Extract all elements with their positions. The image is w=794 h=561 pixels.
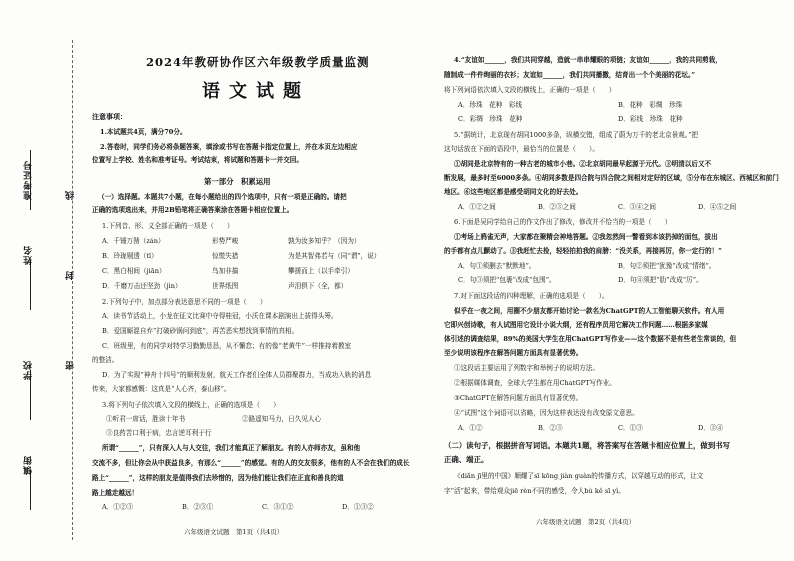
- q2-c1: C．班级里，有的同学对特学习勤勤恳恳，从不懈怠；有的像“老黄牛”一样推持着教室: [102, 342, 352, 350]
- q6-p2: ①考场上鸦雀无声，大家都在聚精会神地答题。②我忽然间一瞥看到本该扔掉的面包，拔出: [454, 233, 718, 241]
- name-line: [30, 260, 31, 310]
- q6-p1: 6.下面是吴同学给自己的作文作出了修改，修改并不恰当的一项是（ ）: [454, 218, 672, 226]
- section1-instruction-a: （一）选择题。本题共7小题，在每小题给出的四个选项中，只有一项是正确的。请把: [98, 193, 347, 201]
- notes-heading: 注意事项：: [92, 112, 127, 121]
- part1-title: 第一部分 积累运用: [204, 177, 271, 186]
- section2-p1: 《diǎn jī里的中国》顺耀了sī kōng jiàn guàn的传播方式，以穿越互动的形式，让文: [454, 472, 704, 480]
- q7-s3: ③ChatGPT在解答问题方面具有显著优势。: [454, 394, 583, 402]
- q7-p3: 它即兴创诗歌，有人试图用它设计小说大纲，还有程序员用它解决工作问题……根据多家媒: [444, 321, 708, 329]
- seal-char: 封: [66, 270, 76, 280]
- footer-left: 六年级语文试题 第1页（共4页）: [184, 528, 284, 536]
- q6-option-a: A．句①须删去“默默地”。: [458, 262, 536, 270]
- q1-d-1: D．千磨万击还坚劲（jìn）: [102, 282, 182, 290]
- q4-p1: 4.“友谊如______，我们共同穿越，造就一串串耀眼的项链；友谊如______，我的共同剪栽，: [454, 56, 722, 64]
- q2-d1: D．为了实现“神舟十四号”的顺利发射，航天工作者们全体人员群聚群力，当成功入轨的消息: [102, 371, 372, 379]
- note-1: 1.本试题共4页，满分70分。: [100, 128, 187, 136]
- county-label: 镇街: [24, 455, 34, 475]
- q7-option-b: B．②③: [538, 424, 563, 432]
- q3-s3: ③良药苦口利于病，忠言逆耳利于行: [106, 429, 212, 437]
- section1-instruction-b: 正确的选项选出来，并用2B铅笔将正确答案涂在答题卡相应位置上。: [92, 206, 294, 214]
- cut-line: [72, 40, 73, 540]
- q3-p4: 路上越走越远！: [92, 489, 139, 497]
- q1-b-3: 为是其智弗若与（同“谓”，说）: [288, 252, 381, 260]
- q4-a: A．珍珠 花种 彩线: [458, 101, 523, 109]
- q7-s1: ①这段话主要运用了列数字和举例子的说明方法。: [454, 364, 600, 372]
- q3-option-c: C．③①②: [262, 503, 294, 511]
- note-2a: 2.答卷时，同学们务必将条题答案，填涂或书写在答题卡指定位置上，并在本页左边相应: [100, 143, 358, 151]
- q7-p4: 体引述的调查结果，89%的美国大学生在用ChatGPT写作业——这个数据不是有些老生常谈的，但: [444, 335, 737, 343]
- q2-a: A．读书节活动上，小龙在征文比赛中夺得桂冠，小沃在课本剧演出上拔得头筹。: [102, 312, 338, 320]
- q2-d2: 传来，大家都感慨：这真是“人心齐，泰山移”。: [92, 385, 231, 393]
- q4-b: B．花种 彩绸 珍珠: [618, 101, 683, 109]
- q3-p1: 所谓“______”，只有深入人与人交往，我们才能真正了解朋友。有的人亦师亦友，虽和他: [102, 444, 361, 452]
- q5-p3: ①胡同是北京特有的一种古老的城市小巷。②北京胡同最早起源于元代。③明清以后又不: [454, 160, 712, 168]
- q5-option-d: D．④⑤之间: [698, 203, 737, 211]
- q1-c-1: C．黑白相间（jiān）: [102, 267, 166, 275]
- q6-option-b: B．句②须把“犹豫”改成“情绪”。: [618, 262, 716, 270]
- q1-stem: 1.下列音、形、义全部正确的一项是（ ）: [102, 222, 234, 230]
- name-label: 姓名: [24, 245, 34, 265]
- q5-option-a: A．①②之间: [458, 203, 496, 211]
- q3-s1: ①听君一席话，胜读十年书: [106, 415, 186, 423]
- q7-s4: ④“试图”这个词语可以省略，因为这样表达没有改变原文意思。: [454, 409, 639, 417]
- q7-option-d: D．③④: [698, 424, 724, 432]
- footer-right: 六年级语文试题 第2页（共4页）: [536, 518, 636, 526]
- secret-char: 密: [66, 360, 76, 370]
- subject-title: 语文试题: [202, 81, 310, 102]
- q7-p5: 至少说明该程序在解答问题方面具有显著优势。: [444, 349, 583, 357]
- q3-option-b: B．②③①: [182, 503, 214, 511]
- exam-title: 2024年教研协作区六年级教学质量监测: [146, 55, 370, 69]
- q6-p3: 的手都有点儿颤动了。③我赶忙去捡，轻轻拍拍我的肩膀：“没关系，再接再厉，你一定行的！”: [444, 247, 722, 255]
- exam-no-label: 准考证号: [24, 160, 34, 200]
- section2-p2: 字“活”起来，带给观众jiē rèn不同的感受，令人bù kě sī yì。: [444, 487, 625, 495]
- q7-p2: 似乎在一夜之间，用圈不少朋友都开始讨论一款名为ChatGPT的人工智能聊天软件。有人用: [454, 307, 725, 315]
- q4-d: D．彩线 珍珠 花种: [618, 115, 683, 123]
- q1-a-3: 孰为汝多知乎？（因为）: [288, 237, 361, 245]
- county-line: [30, 470, 31, 510]
- section2-title: （二）读句子，根据拼音写词语。本题共1题，将答案写在答题卡相应位置上，做到书写: [444, 441, 730, 450]
- q6-option-c: C．句③须把“包裹”改成“包围”。: [458, 276, 556, 284]
- q2-c2: 的整洁。: [92, 356, 119, 364]
- q4-p3: 将下列词语依次填入文段的横线上，正确的一项是（ ）: [444, 86, 616, 94]
- q2-b: B．爱国厮混自弃“打破砂锅问到底”，再苦恶实想找到事情的真相。: [102, 327, 299, 335]
- q3-s2: ②路遥知马力，日久见人心: [242, 415, 322, 423]
- q5-option-b: B．②③之间: [538, 203, 576, 211]
- section2-title-2: 正确、端正。: [444, 455, 489, 464]
- q1-d-3: 声泪俱下（全，都）: [288, 282, 348, 290]
- q5-p1: 5.“据统计，北京现有胡同1000多条，纵横交错，组成了蔚为万千的老北京景观。”把: [454, 131, 699, 139]
- q1-c-3: 攀援而上（以手牵引）: [288, 267, 354, 275]
- q2-stem: 2.下列句子中，加点部分表达意思不同的一项是（ ）: [102, 298, 267, 306]
- q1-d-2: 世界纸图: [212, 282, 239, 290]
- q1-b-2: 惊慌失措: [212, 252, 239, 260]
- q3-option-d: D．①③②: [342, 503, 374, 511]
- q7-option-c: C．①③: [618, 424, 643, 432]
- q1-a-2: 形势严峻: [212, 237, 239, 245]
- q4-c: C．彩绸 珍珠 花种: [458, 115, 523, 123]
- q7-s2: ②根据媒体调查，全球大学生都在用ChatGPT写作业。: [454, 379, 616, 387]
- q5-option-c: C．③④之间: [618, 203, 657, 211]
- q3-p3: 路上“______”，这样的朋友是值得我们去珍惜的，因为他们能让我们在正直和善良的道: [92, 474, 344, 482]
- binding-margin: [0, 0, 78, 561]
- q1-b-1: B．玲珑剔透（tī）: [102, 252, 158, 260]
- q1-a-1: A．千锤万凿（zán）: [102, 237, 165, 245]
- q3-p2: 交流不多，但让你会从中获益良多，有那么“______”的感觉。有的人的交友很多，他有的人不会在我们的成长: [92, 459, 410, 467]
- q7-p1: 7.对下面这段话的四种理解，正确的选项是（ ）。: [454, 292, 609, 300]
- q7-option-a: A．①②: [458, 424, 483, 432]
- q3-option-a: A．①②③: [102, 503, 134, 511]
- q6-option-d: D．句④须把“肋”改成“厉”。: [618, 276, 703, 284]
- q5-p5: 地区。⑥这些地区都是感受胡同文化的好去处。: [444, 188, 583, 196]
- q3-stem: 3.将下列句子依次填入文段的横线上，正确的选项是（ ）: [102, 401, 280, 409]
- note-2b: 位置写上学校、姓名和准考证号。考试结束，将试题和答题卡一并交回。: [92, 156, 303, 164]
- q1-c-2: 鸟加非搞: [212, 267, 239, 275]
- line-char: 线: [66, 190, 76, 200]
- q5-p4: 断发展，最多时至6000多条。④胡同多数是四合院与四合院之间相对定好的区域，⑤分布在东城区、西城区和前门: [444, 174, 779, 182]
- q5-p2: 这句话放在下面的语段中，最恰当的位置是（ ）。: [444, 145, 599, 153]
- q4-p2: 随制成一件件绚丽的衣衫；友谊如______，我们共同播撒，结育出一个个美丽的花坛。”: [444, 71, 696, 79]
- school-label: 学校: [24, 360, 34, 380]
